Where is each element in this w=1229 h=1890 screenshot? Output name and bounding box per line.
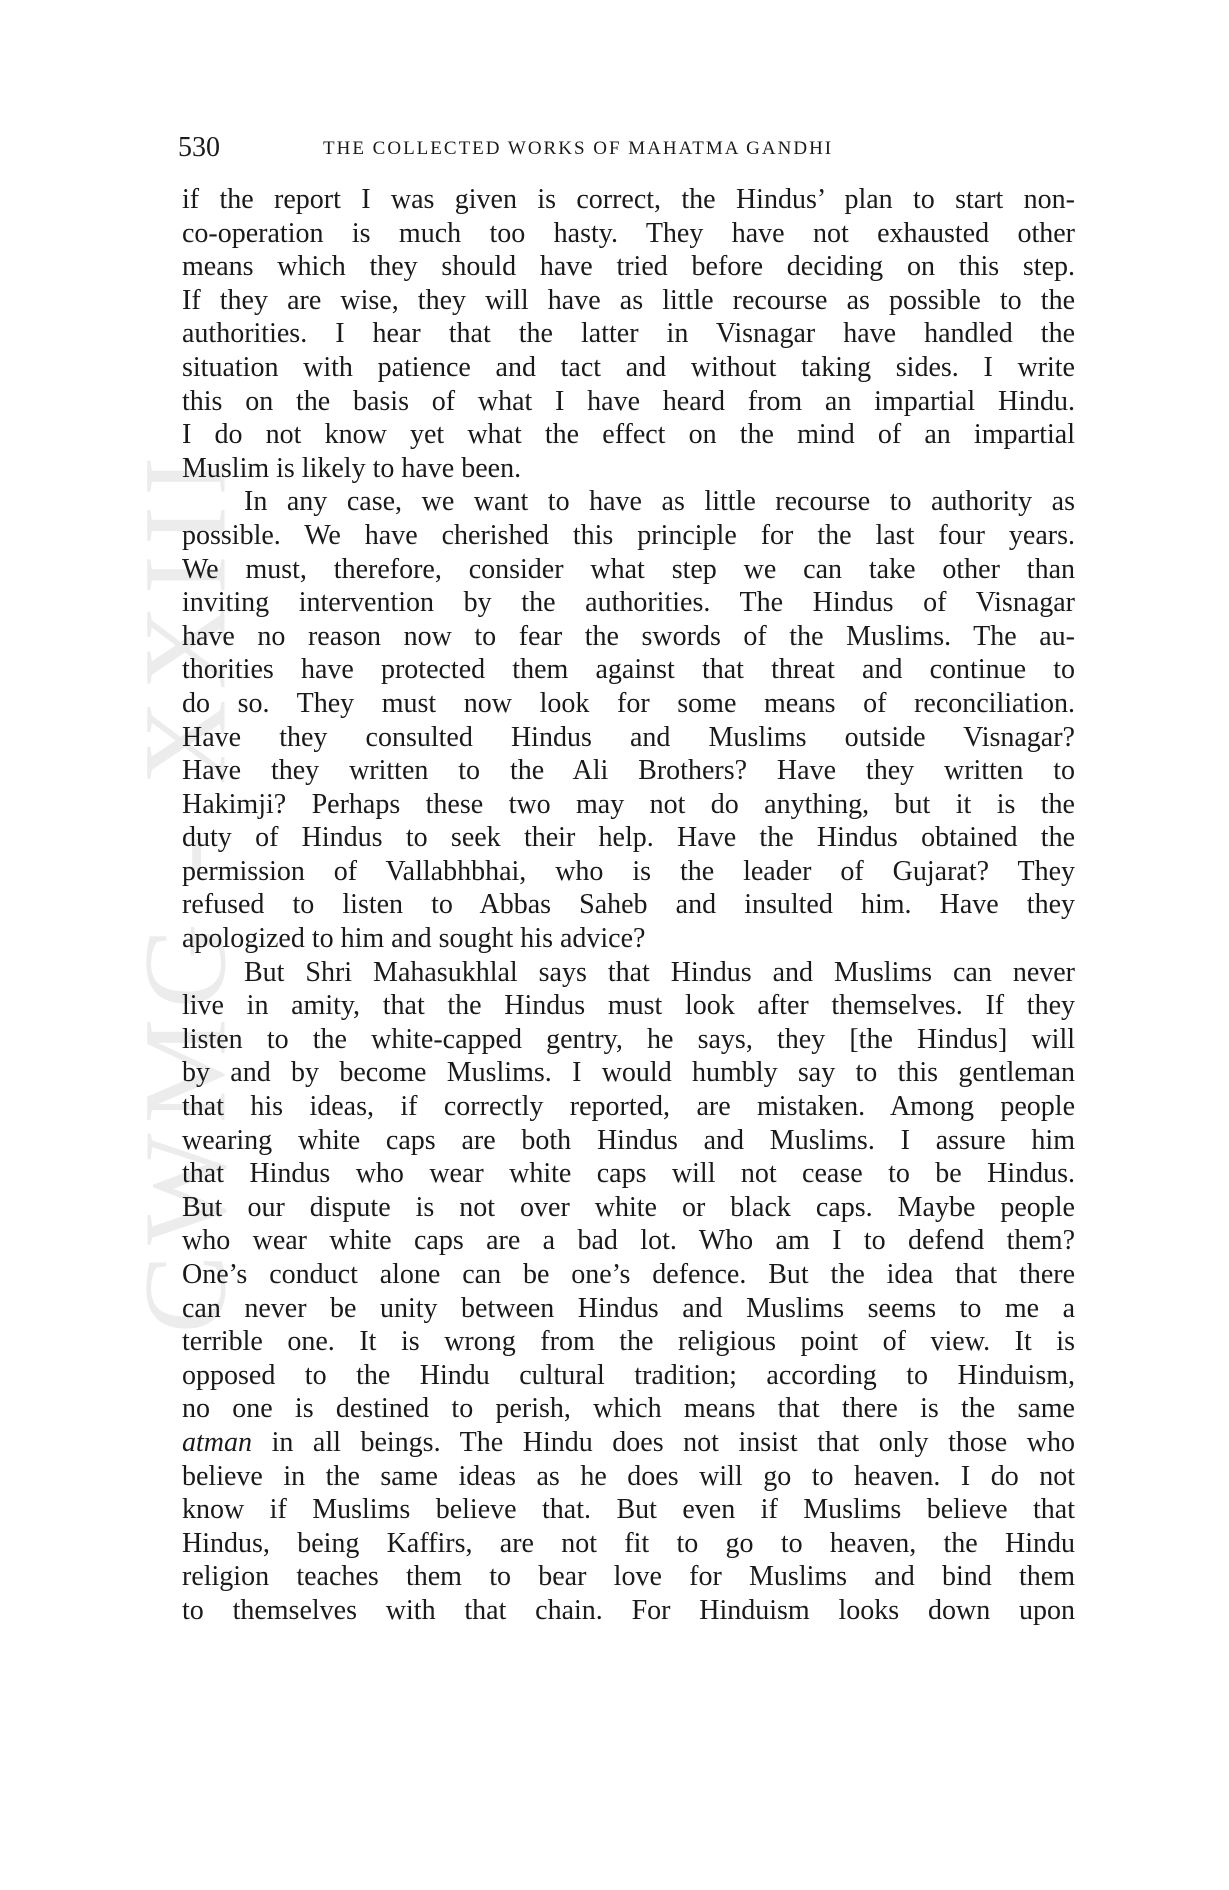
text-line: terrible one. It is wrong from the religious point of view. It is bbox=[182, 1326, 1075, 1358]
paragraph-2 bbox=[182, 485, 1075, 955]
text-line: In any case, we want to have as little recourse to authority as bbox=[244, 486, 1075, 518]
text-line: One’s conduct alone can be one’s defence. But the idea that there bbox=[182, 1259, 1075, 1290]
italic-term: atman bbox=[182, 1426, 252, 1458]
text-line: means which they should have tried before deciding on this step. bbox=[182, 251, 1075, 283]
text-line: to themselves with that chain. For Hinduism looks down upon bbox=[182, 1594, 1075, 1626]
text-line: permission of Vallabhbhai, who is the leader of Gujarat? They bbox=[182, 855, 1075, 887]
text-line: But our dispute is not over white or black caps. Maybe people bbox=[182, 1191, 1075, 1223]
book-title: THE COLLECTED WORKS OF MAHATMA GANDHI bbox=[323, 138, 834, 159]
text-line: by and by become Muslims. I would humbly say to this gentleman bbox=[182, 1057, 1075, 1089]
text-line: Hindus, being Kaffirs, are not fit to go to heaven, the Hindu bbox=[182, 1527, 1075, 1559]
text-line: do so. They must now look for some means of reconciliation. bbox=[182, 687, 1075, 719]
text-line: that Hindus who wear white caps will not cease to be Hindus. bbox=[182, 1158, 1075, 1190]
text-line: Hakimji? Perhaps these two may not do anything, but it is the bbox=[182, 788, 1075, 820]
text-line: wearing white caps are both Hindus and Muslims. I assure him bbox=[182, 1124, 1075, 1156]
text-line: But Shri Mahasukhlal says that Hindus and Muslims can never bbox=[244, 956, 1075, 988]
text-line: possible. We have cherished this principle for the last four years. bbox=[182, 519, 1075, 551]
text-line: religion teaches them to bear love for Muslims and bind them bbox=[182, 1561, 1075, 1593]
text-line: have no reason now to fear the swords of the Muslims. The au- bbox=[182, 620, 1075, 652]
text-line: inviting intervention by the authorities. The Hindus of Visnagar bbox=[182, 587, 1075, 619]
text-line: this on the basis of what I have heard from an impartial Hindu. bbox=[182, 385, 1075, 417]
text-line: believe in the same ideas as he does will go to heaven. I do not bbox=[182, 1460, 1075, 1492]
text-line: know if Muslims believe that. But even if Muslims believe that bbox=[182, 1494, 1075, 1526]
text-line: authorities. I hear that the latter in Visnagar have handled the bbox=[182, 318, 1075, 350]
text-line: If they are wise, they will have as little recourse as possible to the bbox=[182, 284, 1075, 316]
text-line-rest: in all beings. The Hindu does not insist that only those who bbox=[252, 1426, 1075, 1458]
watermark-text: CWMG - XXIII bbox=[119, 446, 251, 1334]
text-line: situation with patience and tact and without taking sides. I write bbox=[182, 351, 1075, 383]
text-line: live in amity, that the Hindus must look after themselves. If they bbox=[182, 990, 1075, 1022]
text-line: I do not know yet what the effect on the mind of an impartial bbox=[182, 419, 1075, 451]
paragraph-3 bbox=[182, 956, 1075, 1628]
text-line: thorities have protected them against that threat and continue to bbox=[182, 654, 1075, 686]
text-line: Muslim is likely to have been. bbox=[182, 452, 522, 484]
text-line: who wear white caps are a bad lot. Who am I to defend them? bbox=[182, 1225, 1075, 1257]
running-head bbox=[178, 130, 1078, 170]
text-line: listen to the white-capped gentry, he says, they [the Hindus] will bbox=[182, 1023, 1075, 1055]
text-line: can never be unity between Hindus and Muslims seems to me a bbox=[182, 1292, 1075, 1324]
page-number: 530 bbox=[178, 132, 220, 163]
paragraph-1 bbox=[182, 183, 1075, 485]
text-line: no one is destined to perish, which means that there is the same bbox=[182, 1393, 1075, 1425]
text-line: if the report I was given is correct, the Hindus’ plan to start non- bbox=[182, 184, 1075, 215]
text-line: duty of Hindus to seek their help. Have the Hindus obtained the bbox=[182, 822, 1075, 854]
body-text bbox=[182, 183, 1075, 1628]
text-line: that his ideas, if correctly reported, are mistaken. Among people bbox=[182, 1091, 1075, 1123]
text-line: Have they written to the Ali Brothers? Have they written to bbox=[182, 755, 1075, 787]
text-line: co-operation is much too hasty. They have not exhausted other bbox=[182, 217, 1075, 249]
text-line: opposed to the Hindu cultural tradition; according to Hinduism, bbox=[182, 1359, 1075, 1391]
text-line: refused to listen to Abbas Saheb and insulted him. Have they bbox=[182, 889, 1075, 921]
text-line: We must, therefore, consider what step we can take other than bbox=[182, 553, 1075, 585]
text-line: apologized to him and sought his advice? bbox=[182, 923, 646, 955]
text-line-atman bbox=[182, 1426, 1075, 1460]
text-line: Have they consulted Hindus and Muslims outside Visnagar? bbox=[182, 721, 1075, 753]
